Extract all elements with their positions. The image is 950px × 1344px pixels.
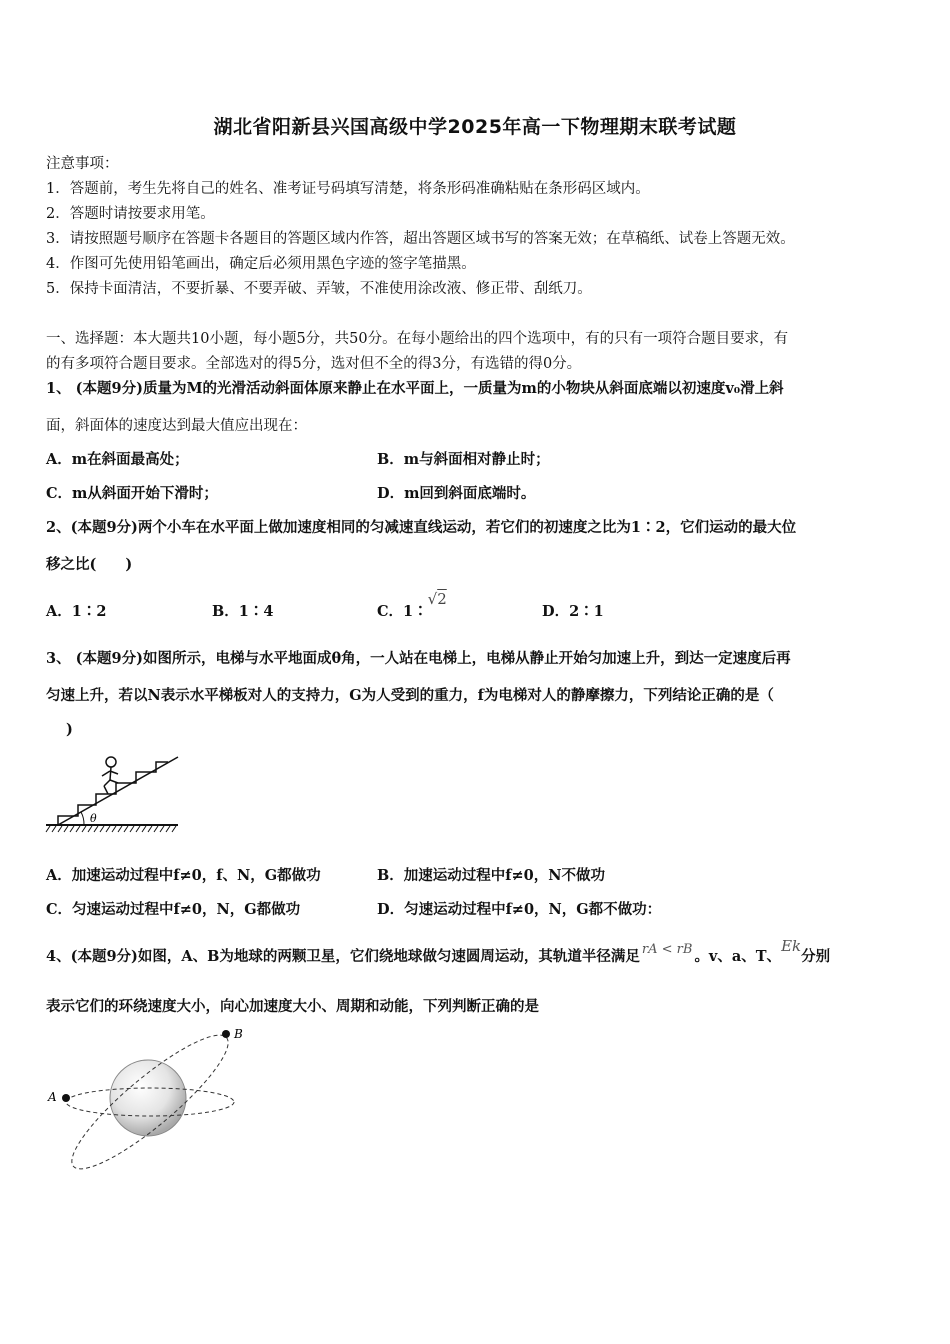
notes-heading: 注意事项： (46, 156, 119, 172)
q4-stem-line2: 表示它们的环绕速度大小，向心加速度大小、周期和动能，下列判断正确的是 (46, 998, 539, 1015)
q1-stem-line2: 面，斜面体的速度达到最大值应出现在： (46, 418, 307, 434)
radius-relation: rA < rB (641, 942, 693, 957)
earth-sphere (110, 1060, 186, 1136)
q1-option-a: A．m在斜面最高处； (46, 451, 189, 468)
sqrt-symbol: √2 (427, 590, 447, 608)
q3-option-c: C．匀速运动过程中f≠0，N，G都做功 (46, 901, 301, 918)
q2-option-b: B．1∶4 (212, 603, 274, 620)
section-intro-line1: 一、选择题：本大题共10小题，每小题5分，共50分。在每小题给出的四个选项中，有的只有一项符合题目要求，有 (46, 331, 789, 347)
notes-item: 2．答题时请按要求用笔。 (46, 206, 215, 222)
q2-stem-line1: 2、(本题9分)两个小车在水平面上做加速度相同的匀减速直线运动，若它们的初速度之比为1∶2，它们运动的最大位 (46, 519, 797, 536)
q3-stem-line3: ) (66, 721, 73, 738)
notes-item: 5．保持卡面清洁，不要折暴、不要弄破、弄皱，不准使用涂改液、修正带、刮纸刀。 (46, 281, 592, 297)
section-intro-line2: 的有多项符合题目要求。全部选对的得5分，选对但不全的得3分，有选错的得0分。 (46, 356, 582, 372)
satellite-a (62, 1094, 70, 1102)
q1-stem-line1: 1、 (本题9分)质量为M的光滑活动斜面体原来静止在水平面上，一质量为m的小物块从斜面底端以初速度v₀滑上斜 (46, 380, 784, 397)
q2-option-a: A．1∶2 (46, 603, 107, 620)
q3-option-a: A．加速运动过程中f≠0，f、N，G都做功 (46, 867, 321, 884)
satellite-orbit-figure (44, 1022, 244, 1174)
q3-option-d: D．匀速运动过程中f≠0，N，G都不做功： (377, 901, 662, 918)
notes-item: 4．作图可先使用铅笔画出，确定后必须用黑色字迹的签字笔描黑。 (46, 256, 476, 272)
satellite-b-label: B (234, 1027, 243, 1041)
q2-option-c (377, 590, 447, 621)
satellite-b (222, 1030, 230, 1038)
q4-stem-part3: 分别 (801, 948, 831, 965)
satellite-a-label: A (48, 1090, 57, 1104)
q3-option-b: B．加速运动过程中f≠0，N不做功 (377, 867, 605, 884)
escalator-figure (44, 752, 184, 834)
q2-option-d: D．2∶1 (542, 603, 604, 620)
kinetic-energy-symbol: Ek (781, 937, 802, 955)
q3-stem-line2: 匀速上升，若以N表示水平梯板对人的支持力，G为人受到的重力，f为电梯对人的静摩擦力，下列结论正确的是（ (46, 687, 774, 704)
page-title: 湖北省阳新县兴国高级中学2025年高一下物理期末联考试题 (213, 116, 737, 138)
q3-stem-line1: 3、 (本题9分)如图所示，电梯与水平地面成θ角，一人站在电梯上，电梯从静止开始匀加速上升，到达一定速度后再 (46, 650, 791, 667)
q1-option-d: D．m回到斜面底端时。 (377, 485, 536, 502)
q2-stem-line2: 移之比( ) (46, 556, 133, 573)
q4-stem-part1: 4、(本题9分)如图，A、B为地球的两颗卫星，它们绕地球做匀速圆周运动，其轨道半径满足 (46, 948, 640, 965)
q4-stem-line1 (46, 937, 831, 966)
sqrt-value: 2 (437, 590, 447, 608)
notes-item: 3．请按照题号顺序在答题卡各题目的答题区域内作答，超出答题区域书写的答案无效；在草稿纸、试卷上答题无效。 (46, 231, 795, 247)
notes-item: 1．答题前，考生先将自己的姓名、准考证号码填写清楚，将条形码准确粘贴在条形码区域内。 (46, 181, 650, 197)
angle-label: θ (90, 812, 97, 825)
q1-option-b: B．m与斜面相对静止时； (377, 451, 550, 468)
q4-stem-part2: 。v、a、T、 (694, 948, 782, 965)
q1-option-c: C．m从斜面开始下滑时； (46, 485, 218, 502)
q2-option-c-text: C．1∶ (377, 603, 428, 620)
